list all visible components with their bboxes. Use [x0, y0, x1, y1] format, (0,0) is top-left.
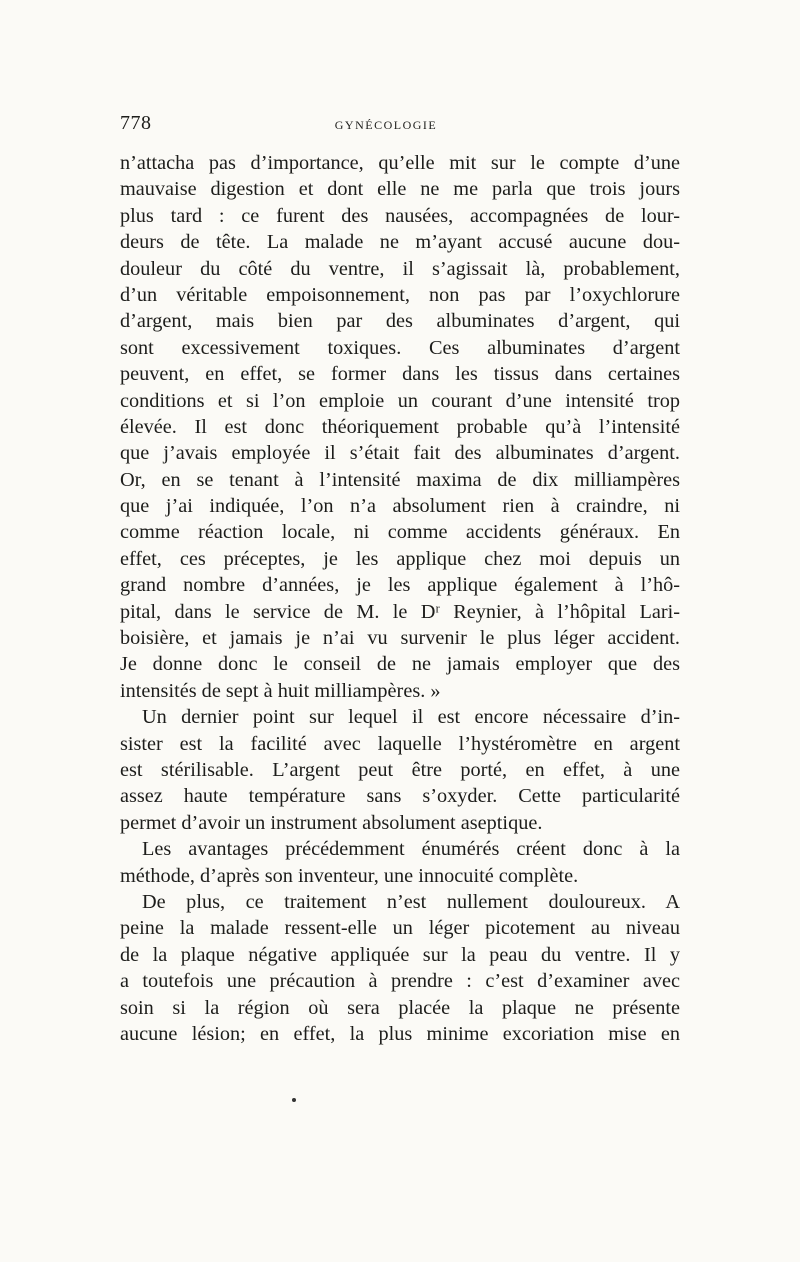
text-line: de la plaque négative appliquée sur la peau du ventre. Il y — [120, 943, 680, 966]
text-line: mauvaise digestion et dont elle ne me parla que trois jours — [120, 178, 680, 201]
text-line: pital, dans le service de M. le Dʳ Reynier, à l’hôpital Lari- — [120, 600, 680, 623]
text-line: assez haute température sans s’oxyder. Cette particularité — [120, 785, 680, 808]
text-line: De plus, ce traitement n’est nullement douloureux. A — [142, 890, 680, 913]
text-line: que j’avais employée il s’était fait des albuminates d’argent. — [120, 442, 680, 465]
text-line: peuvent, en effet, se former dans les tissus dans certaines — [120, 363, 680, 386]
text-line: d’argent, mais bien par des albuminates d’argent, qui — [120, 310, 680, 333]
text-line: soin si la région où sera placée la plaque ne présente — [120, 996, 680, 1019]
text-line: effet, ces préceptes, je les applique chez moi depuis un — [120, 547, 680, 570]
text-line: Les avantages précédemment énumérés créent donc à la — [142, 838, 680, 861]
print-mark-dot — [292, 1098, 296, 1102]
text-line: permet d’avoir un instrument absolument aseptique. — [120, 811, 543, 834]
text-line: aucune lésion; en effet, la plus minime excoriation mise en — [120, 1022, 680, 1045]
text-line: peine la malade ressent-elle un léger picotement au niveau — [120, 917, 680, 940]
page-header — [120, 112, 680, 142]
text-line: grand nombre d’années, je les applique également à l’hô- — [120, 574, 680, 597]
text-line: sont excessivement toxiques. Ces albuminates d’argent — [120, 336, 680, 359]
text-line: n’attacha pas d’importance, qu’elle mit sur le compte d’une — [120, 152, 680, 174]
running-title: GYNÉCOLOGIE — [334, 118, 438, 132]
body-text — [120, 150, 680, 1047]
text-line: Or, en se tenant à l’intensité maxima de dix milliampères — [120, 468, 680, 491]
text-line: plus tard : ce furent des nausées, accompagnées de lour- — [120, 204, 680, 227]
paragraph — [120, 889, 680, 1047]
text-line: élevée. Il est donc théoriquement probable qu’à l’intensité — [120, 415, 680, 438]
text-line: est stérilisable. L’argent peut être porté, en effet, à une — [120, 758, 680, 781]
paragraph — [120, 704, 680, 836]
page-number: 778 — [120, 112, 152, 134]
text-line: comme réaction locale, ni comme accidents généraux. En — [120, 521, 680, 544]
text-line: Je donne donc le conseil de ne jamais employer que des — [120, 653, 680, 676]
text-line: sister est la facilité avec laquelle l’hystéromètre en argent — [120, 732, 680, 755]
text-line: d’un véritable empoisonnement, non pas par l’oxychlorure — [120, 283, 680, 306]
text-line: douleur du côté du ventre, il s’agissait là, probablement, — [120, 257, 680, 280]
text-line: deurs de tête. La malade ne m’ayant accusé aucune dou- — [120, 231, 680, 254]
text-line: intensités de sept à huit milliampères. » — [120, 679, 441, 702]
text-line: que j’ai indiquée, l’on n’a absolument rien à craindre, ni — [120, 495, 680, 518]
paragraph — [120, 836, 680, 889]
text-line: boisière, et jamais je n’ai vu survenir le plus léger accident. — [120, 627, 680, 650]
text-line: Un dernier point sur lequel il est encore nécessaire d’in- — [142, 706, 680, 729]
paragraph — [120, 150, 680, 704]
text-line: a toutefois une précaution à prendre : c’est d’examiner avec — [120, 970, 680, 993]
text-line: méthode, d’après son inventeur, une innocuité complète. — [120, 864, 579, 887]
text-line: conditions et si l’on emploie un courant d’une intensité trop — [120, 389, 680, 412]
